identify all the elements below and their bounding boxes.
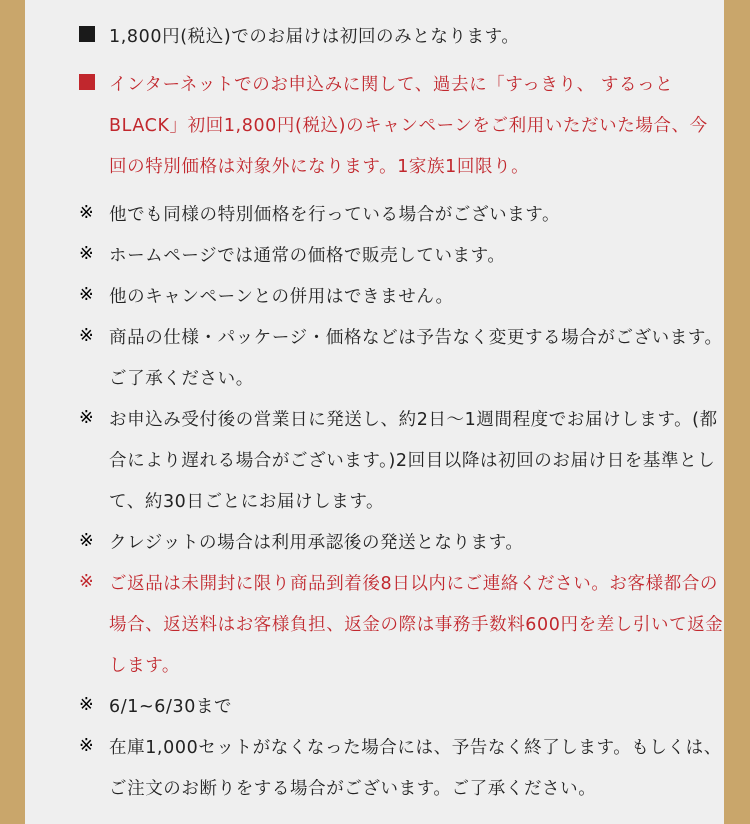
note-text: 1,800円(税込)でのお届けは初回のみとなります。 — [109, 27, 520, 47]
note-spec-change — [79, 318, 725, 400]
note-period — [79, 687, 725, 728]
note-text: 他のキャンペーンとの併用はできません。 — [109, 287, 454, 307]
note-marker: ※ — [79, 326, 95, 346]
note-homepage-price — [79, 236, 725, 277]
note-text: 6/1~6/30まで — [109, 697, 233, 717]
red-square-icon — [79, 65, 109, 102]
note-stock-limit — [79, 728, 725, 810]
note-returns — [79, 564, 725, 687]
note-text: 商品の仕様・パッケージ・価格などは予告なく変更する場合がございます。ご了承ください。 — [109, 328, 723, 389]
note-text: クレジットの場合は利用承認後の発送となります。 — [109, 533, 524, 553]
note-text: インターネットでのお申込みに関して、過去に「すっきり、 するっとBLACK」初回1,800円(税込)のキャンペーンをご利用いただいた場合、今回の特別価格は対象外になります。1家族1回限り。 — [109, 75, 708, 177]
note-initial-price — [79, 17, 725, 58]
note-text: 在庫1,000セットがなくなった場合には、予告なく終了します。もしくは、ご注文のお断りをする場合がございます。ご了承ください。 — [109, 738, 722, 799]
black-square-icon — [79, 17, 109, 54]
note-text: ご返品は未開封に限り商品到着後8日以内にご連絡ください。お客様都合の場合、返送料はお客様負担、返金の際は事務手数料600円を差し引いて返金します。 — [109, 574, 724, 676]
note-marker: ※ — [79, 695, 95, 715]
note-marker: ※ — [79, 244, 95, 264]
note-text: お申込み受付後の営業日に発送し、約2日〜1週間程度でお届けします。(都合により遅れる場合がございます。)2回目以降は初回のお届け日を基準として、約30日ごとにお届けします。 — [109, 410, 718, 512]
notes-list — [79, 17, 725, 810]
note-marker: ※ — [79, 203, 95, 223]
note-text: ホームページでは通常の価格で販売しています。 — [109, 246, 506, 266]
note-credit — [79, 523, 725, 564]
note-delivery — [79, 400, 725, 523]
note-marker: ※ — [79, 408, 95, 428]
note-no-combination — [79, 277, 725, 318]
note-similar-price — [79, 195, 725, 236]
note-marker: ※ — [79, 736, 95, 756]
note-marker: ※ — [79, 285, 95, 305]
note-text: 他でも同様の特別価格を行っている場合がございます。 — [109, 205, 561, 225]
notes-panel — [25, 0, 724, 824]
note-marker: ※ — [79, 572, 95, 592]
note-internet-campaign — [79, 65, 725, 188]
note-marker: ※ — [79, 531, 95, 551]
